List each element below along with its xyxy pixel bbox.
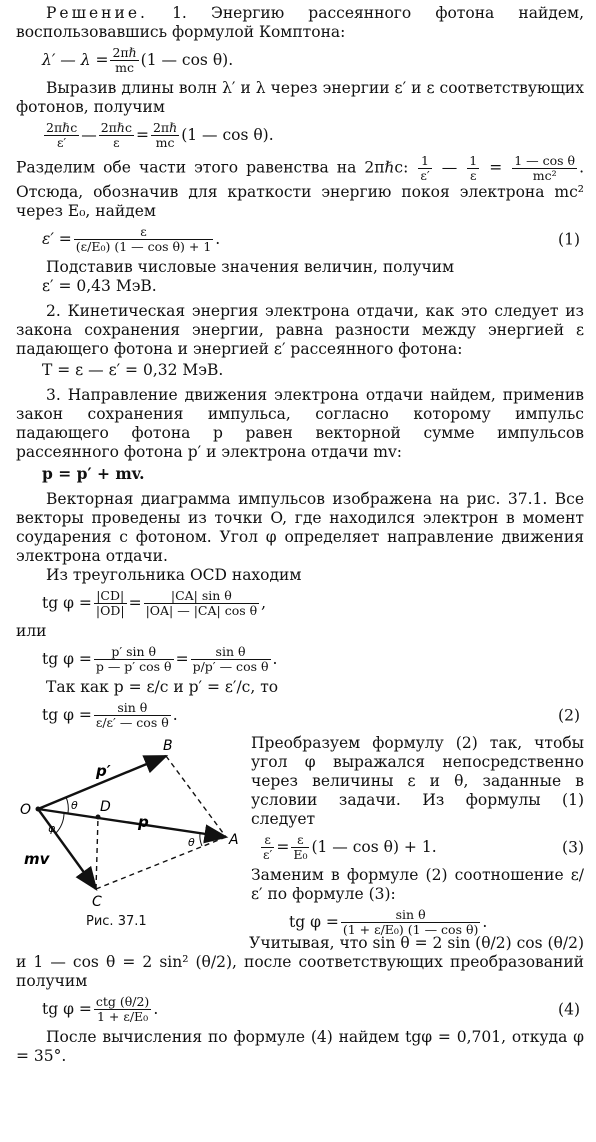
equation-compton: λ′ — λ = $\frac{\text{2πℏ}}{mc}$ (1 — cos θ). [42,45,234,75]
equation-number-3: (3) [562,838,584,856]
paragraph-8: Из треугольника OCD находим [46,566,302,584]
paragraph-7: Векторная диаграмма импульсов изображена на рис. 37.1. Все векторы проведены из точки O, где находился электрон в момент соударения с фотоном. Угол φ определяет направление движения электрона отдачи. [16,490,584,565]
equation-4: tg φ = $\frac{\text{ctg (θ/2)}}{\text{1 + ε/E₀}}$ . (4) [42,994,580,1024]
dashed-BA [166,756,226,837]
word-or: или [16,622,47,640]
paragraph-12a: Учитывая, что sin θ = 2 sin (θ/2) cos (θ/2) [249,934,584,952]
paragraph-4: Подставив числовые значения величин, получим [46,258,455,276]
label-p-prime: p′ [96,762,111,780]
equation-number-1: (1) [558,230,580,248]
equation-number-4: (4) [558,1000,580,1018]
paragraph-2: Выразив длины волн λ′ и λ через энергии ε′ и ε соответствующих фотонов, получим [16,79,584,116]
result-kinetic-energy: T = ε — ε′ = 0,32 МэВ. [42,361,224,379]
arc-theta-O [66,797,68,813]
label-phi-O: φ [48,822,56,835]
label-theta-A: θ [188,836,195,849]
paragraph-11: Заменим в формуле (2) соотношение ε/ε′ по формуле (3): [251,866,584,903]
label-mv: mv [24,850,50,868]
figure-side-text [251,734,584,937]
paragraph-12b: и 1 — cos θ = 2 sin² (θ/2), после соответствующих преобразований получим [16,953,584,990]
vector-mv [38,809,96,889]
equation-tg-2: tg φ = $\frac{\text{p′ sin θ}}{\text{p — p′ cos θ}}$ = $\frac{\text{sin θ}}{\text{p/p′ — cos θ}}$ . [42,644,278,674]
paragraph-10: Преобразуем формулу (2) так, чтобы угол φ выражался непосредственно через величины ε и θ, заданные в условии задачи. Из формулы (1) следует [251,734,584,828]
result-epsilon-prime: ε′ = 0,43 МэВ. [42,277,157,295]
momentum-vector-diagram [16,734,246,934]
equation-1: ε′ = $\frac{\varepsilon}{\text{(ε/E₀) (1 — cos θ) + 1}}$ . (1) [42,224,580,254]
label-D: D [100,799,111,815]
label-p: p [138,813,149,831]
paragraph-solution: Решение. 1. Энергию рассеянного фотона найдем, воспользовавшись формулой Комптона: [16,4,584,41]
equation-number-2: (2) [558,706,580,724]
dashed-CD [96,817,98,889]
point-O [36,807,41,812]
paragraph-3: Разделим обе части этого равенства на 2πℏc: $\frac{1}{\varepsilon'}$ — $\frac{1}{\varepsilon}$ = $\frac{\text{1 — cos θ}}{\text{mc²}}$ . Отсюда, обозначив для краткости энергию покоя электрона mc² через E₀, найдем [16,153,585,220]
label-C: C [92,894,102,910]
arc-phi-O [56,814,64,833]
label-theta-O: θ [71,799,78,812]
momentum-equation: p = p′ + mv. [42,464,145,483]
label-O: O [20,802,32,818]
paragraph-13: После вычисления по формуле (4) найдем tgφ = 0,701, откуда φ = 35°. [16,1028,584,1065]
dashed-CA [96,837,226,889]
vector-p [38,809,226,837]
figure-block [16,734,584,937]
equation-energies: $\frac{\text{2πℏc}}{\varepsilon'}$ — $\frac{\text{2πℏc}}{\varepsilon}$ = $\frac{\text{2πℏ}}{mc}$ (1 — cos θ). [46,120,274,150]
arc-theta-A [200,833,202,846]
solution-label: Решение. [46,4,148,22]
equation-tg-1: tg φ = $\frac{|CD|}{|OD|}$ = $\frac{\text{|CA| sin θ}}{\text{|OA| — |CA| cos θ}}$ , [42,588,267,618]
label-B: B [163,738,173,754]
paragraph-5: 2. Кинетическая энергия электрона отдачи, как это следует из закона сохранения энергии, равна разности между энергией ε падающего фотона и энергией ε′ рассеянного фотона: [16,302,584,358]
paragraph-9: Так как p = ε/c и p′ = ε′/c, то [46,678,279,696]
equation-3: $\frac{\varepsilon}{\varepsilon'}$ = $\frac{\varepsilon}{\text{E₀}}$ (1 — cos θ) + 1. (3) [263,832,584,862]
figure-caption: Рис. 37.1 [86,914,147,929]
paragraph-6: 3. Направление движения электрона отдачи найдем, применив закон сохранения импульса, согласно которому импульс падающего фотона p равен векторной сумме импульсов рассеянного фотона p′ и электрона отдачи mv: [16,386,584,461]
point-D [96,815,101,820]
label-A: A [229,832,239,848]
equation-tg-4: tg φ = $\frac{\text{sin θ}}{\text{(1 + ε/E₀) (1 — cos θ)}}$ . [289,907,488,937]
equation-2: tg φ = $\frac{\text{sin θ}}{\text{ε/ε′ — cos θ}}$ . (2) [42,700,580,730]
